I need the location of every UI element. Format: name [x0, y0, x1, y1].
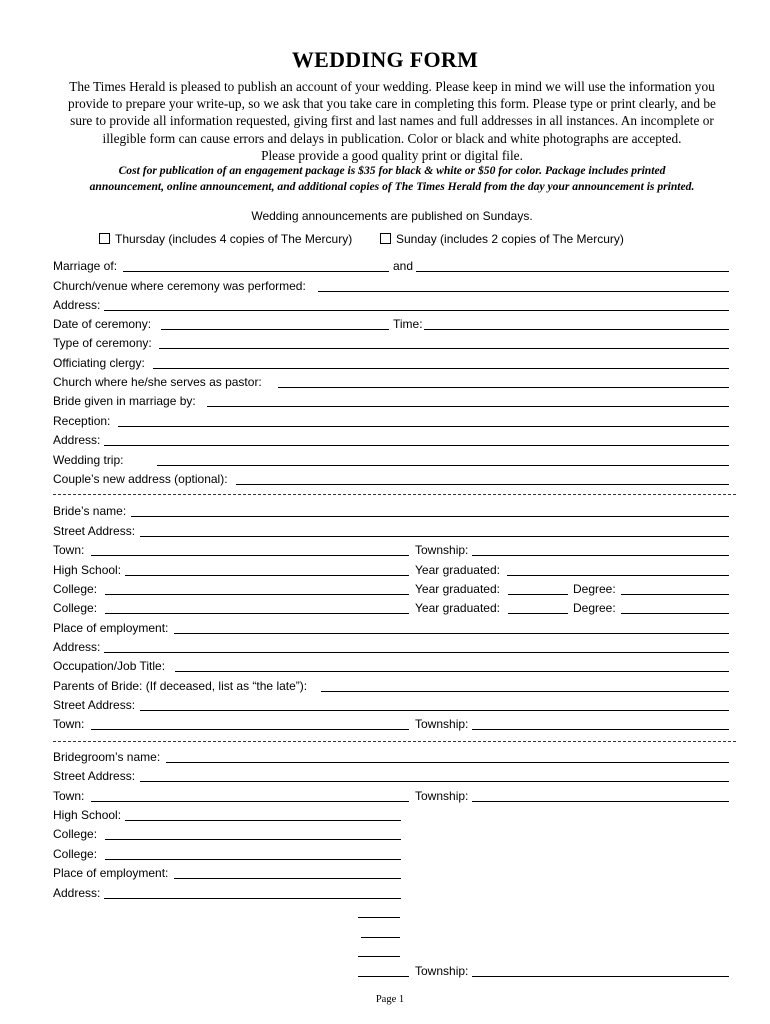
groom-parents-township-field[interactable] [472, 976, 729, 977]
groom-high-school-field[interactable] [125, 820, 401, 821]
time-field[interactable] [424, 329, 729, 330]
groom-name-label: Bridegroom’s name: [53, 750, 161, 764]
bride-occupation-field[interactable] [175, 671, 729, 672]
bride-town-label: Town: [53, 543, 85, 557]
time-label: Time: [393, 317, 423, 331]
groom-name-field[interactable] [166, 762, 729, 763]
groom-employment-address-field[interactable] [104, 898, 401, 899]
sunday-label: Sunday (includes 2 copies of The Mercury) [396, 232, 624, 246]
wedding-trip-field[interactable] [157, 465, 729, 466]
groom-college-2-field[interactable] [105, 859, 401, 860]
reception-address-row [53, 433, 733, 449]
bride-occupation-label: Occupation/Job Title: [53, 659, 166, 673]
bride-parents-town-label: Town: [53, 717, 85, 731]
marriage-of-label: Marriage of: [53, 259, 118, 273]
groom-township-label: Township: [415, 789, 469, 803]
groom-name-row [53, 750, 733, 766]
sunday-option[interactable] [380, 232, 624, 246]
bride-c1-year-label: Year graduated: [415, 582, 500, 596]
blank-field[interactable] [361, 937, 400, 938]
groom-college-2-row [53, 847, 413, 863]
blank-field[interactable] [358, 956, 400, 957]
groom-street-row [53, 769, 733, 785]
intro-line: illegible form can cause errors and delays in publication. Color or black and white photographs are accepted. [102, 130, 682, 146]
marriage-of-field-2[interactable] [416, 271, 729, 272]
officiating-clergy-label: Officiating clergy: [53, 356, 145, 370]
bride-name-field[interactable] [131, 516, 729, 517]
reception-address-field[interactable] [104, 445, 729, 446]
venue-address-field[interactable] [104, 310, 729, 311]
cost-line: Cost for publication of an engagement package is $35 for black & white or $50 for color. Package includes printed [118, 164, 666, 177]
type-of-ceremony-field[interactable] [159, 348, 729, 349]
intro-line: sure to provide all information requested, giving first and last names and full addresses in all instances. An incomplete or [70, 113, 714, 129]
bride-parents-field[interactable] [321, 691, 729, 692]
groom-employment-row [53, 866, 413, 882]
bride-town-field[interactable] [91, 555, 409, 556]
thursday-label: Thursday (includes 4 copies of The Mercury) [115, 232, 353, 246]
groom-town-field[interactable] [91, 801, 409, 802]
thursday-checkbox[interactable] [99, 233, 110, 244]
bride-employment-address-label: Address: [53, 640, 101, 654]
bride-c2-year-field[interactable] [508, 613, 568, 614]
bride-college-1-field[interactable] [105, 594, 409, 595]
new-address-label: Couple’s new address (optional): [53, 472, 228, 486]
bride-c2-year-label: Year graduated: [415, 601, 500, 615]
bride-employment-label: Place of employment: [53, 621, 169, 635]
bride-given-label: Bride given in marriage by: [53, 394, 196, 408]
groom-employment-address-row [53, 886, 413, 902]
groom-parents-township-label: Township: [415, 964, 469, 978]
groom-parents-town-field[interactable] [358, 976, 409, 977]
bride-street-field[interactable] [140, 536, 729, 537]
date-of-ceremony-label: Date of ceremony: [53, 317, 152, 331]
groom-college-1-row [53, 827, 413, 843]
marriage-of-row [53, 259, 733, 275]
bride-given-row [53, 394, 733, 410]
groom-employment-label: Place of employment: [53, 866, 169, 880]
bride-name-row [53, 504, 733, 520]
groom-township-field[interactable] [472, 801, 729, 802]
bride-parents-township-field[interactable] [472, 729, 729, 730]
marriage-of-field-1[interactable] [123, 271, 389, 272]
groom-college-1-label: College: [53, 827, 98, 841]
groom-college-2-label: College: [53, 847, 98, 861]
bride-high-school-row [53, 563, 733, 579]
venue-address-label: Address: [53, 298, 101, 312]
page-number: Page 1 [375, 994, 405, 1005]
church-pastor-field[interactable] [278, 387, 729, 388]
bride-parents-label: Parents of Bride: (If deceased, list as “the late”): [53, 679, 308, 693]
new-address-field[interactable] [236, 484, 729, 485]
type-of-ceremony-label: Type of ceremony: [53, 336, 152, 350]
wedding-trip-row [53, 453, 733, 469]
intro-line: Please provide a good quality print or digital file. [261, 147, 523, 163]
bride-township-field[interactable] [472, 555, 729, 556]
bride-high-school-label: High School: [53, 563, 122, 577]
cost-line: announcement, online announcement, and additional copies of The Times Herald from the day your announcement is printed. [89, 180, 695, 193]
reception-label: Reception: [53, 414, 111, 428]
bride-college-2-field[interactable] [105, 613, 409, 614]
intro-line: The Times Herald is pleased to publish an account of your wedding. Please keep in mind we will use the information you [69, 79, 715, 94]
bride-c2-degree-field[interactable] [621, 613, 729, 614]
and-label: and [393, 259, 414, 273]
intro-paragraph [50, 78, 734, 164]
groom-employment-field[interactable] [174, 878, 401, 879]
bride-c2-degree-label: Degree: [573, 601, 616, 615]
bride-parents-town-field[interactable] [91, 729, 409, 730]
officiating-clergy-row [53, 356, 733, 372]
officiating-clergy-field[interactable] [153, 368, 729, 369]
bride-high-school-field[interactable] [125, 575, 409, 576]
church-pastor-row [53, 375, 733, 391]
reception-row [53, 414, 733, 430]
bride-given-field[interactable] [207, 406, 729, 407]
church-venue-label: Church/venue where ceremony was performed: [53, 279, 306, 293]
section-divider [53, 741, 736, 742]
groom-college-1-field[interactable] [105, 839, 401, 840]
bride-parents-row [53, 679, 733, 695]
venue-address-row [53, 298, 733, 314]
bride-college-1-row [53, 582, 733, 598]
thursday-option[interactable] [99, 232, 352, 246]
bride-hs-year-field[interactable] [507, 575, 729, 576]
bride-college-1-label: College: [53, 582, 98, 596]
bride-c1-year-field[interactable] [508, 594, 568, 595]
intro-line: provide to prepare your write-up, so we ask that you take care in completing this form. Please type or print clearly, and be [68, 96, 716, 112]
type-of-ceremony-row [53, 336, 733, 352]
blank-line-row [357, 944, 407, 960]
sunday-checkbox[interactable] [380, 233, 391, 244]
groom-town-label: Town: [53, 789, 85, 803]
new-address-row [53, 472, 733, 488]
groom-street-field[interactable] [140, 781, 729, 782]
blank-line-row [357, 905, 407, 921]
church-venue-row [53, 279, 733, 295]
bride-parents-street-row [53, 698, 733, 714]
groom-high-school-row [53, 808, 413, 824]
bride-employment-address-row [53, 640, 733, 656]
groom-street-label: Street Address: [53, 769, 136, 783]
bride-name-label: Bride’s name: [53, 504, 127, 518]
groom-employment-address-label: Address: [53, 886, 101, 900]
reception-address-label: Address: [53, 433, 101, 447]
bride-town-row [53, 543, 733, 559]
date-time-row [53, 317, 733, 333]
blank-field[interactable] [358, 917, 400, 918]
bride-c1-degree-label: Degree: [573, 582, 616, 596]
cost-note [40, 163, 744, 195]
groom-town-row [53, 789, 733, 805]
wedding-trip-label: Wedding trip: [53, 453, 124, 467]
bride-parents-street-label: Street Address: [53, 698, 136, 712]
church-venue-field[interactable] [318, 291, 729, 292]
reception-field[interactable] [118, 426, 729, 427]
sunday-note: Wedding announcements are published on Sundays. [251, 209, 533, 223]
bride-street-label: Street Address: [53, 524, 136, 538]
bride-parents-town-row [53, 717, 733, 733]
blank-line-row [357, 925, 407, 941]
bride-parents-street-field[interactable] [140, 710, 729, 711]
section-divider [53, 494, 736, 495]
groom-high-school-label: High School: [53, 808, 122, 822]
bride-c1-degree-field[interactable] [621, 594, 729, 595]
groom-parents-township-row [357, 964, 733, 980]
bride-occupation-row [53, 659, 733, 675]
bride-parents-township-label: Township: [415, 717, 469, 731]
bride-college-2-row [53, 601, 733, 617]
bride-employment-address-field[interactable] [104, 652, 729, 653]
bride-hs-year-label: Year graduated: [415, 563, 500, 577]
bride-employment-field[interactable] [174, 633, 729, 634]
bride-township-label: Township: [415, 543, 469, 557]
date-of-ceremony-field[interactable] [161, 329, 389, 330]
bride-college-2-label: College: [53, 601, 98, 615]
bride-employment-row [53, 621, 733, 637]
church-pastor-label: Church where he/she serves as pastor: [53, 375, 262, 389]
form-title: WEDDING FORM [291, 47, 479, 72]
bride-street-row [53, 524, 733, 540]
